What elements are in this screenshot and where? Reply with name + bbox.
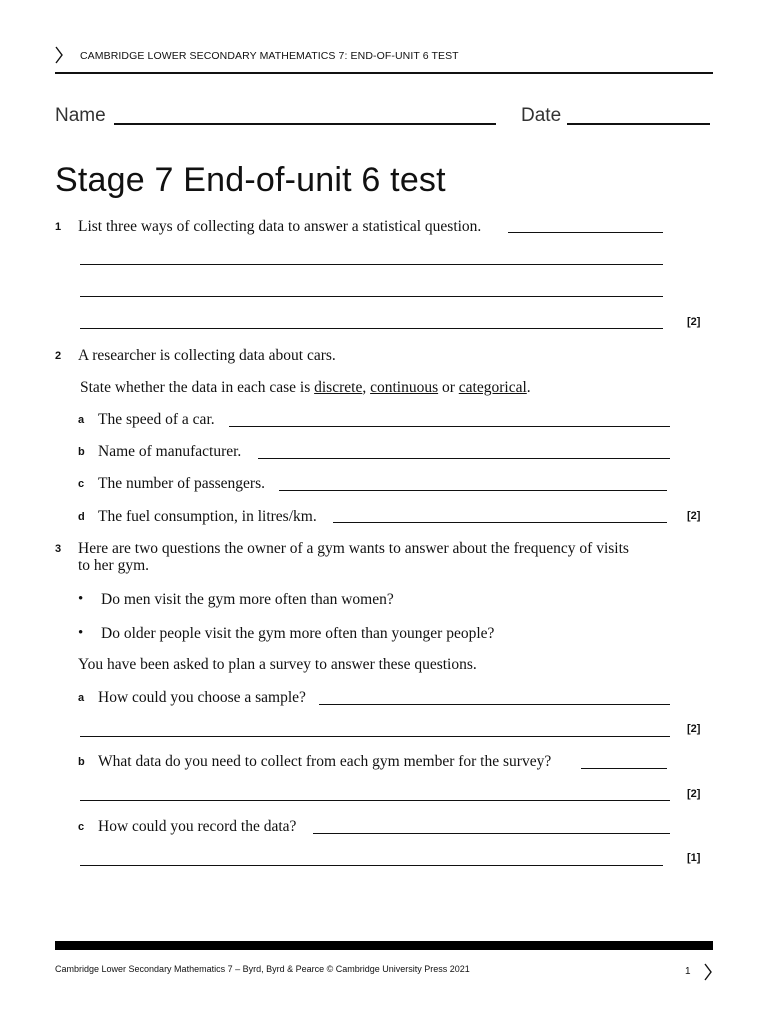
answer-line[interactable] <box>313 833 670 834</box>
page-number: 1 <box>685 966 691 977</box>
answer-line[interactable] <box>581 768 667 769</box>
part-label: a <box>78 414 85 426</box>
question-instruction: You have been asked to plan a survey to answer these questions. <box>78 656 477 673</box>
answer-line[interactable] <box>80 800 670 801</box>
answer-line[interactable] <box>80 328 663 329</box>
instruction-prefix: State whether the data in each case is <box>80 379 311 396</box>
part-label: c <box>78 821 85 833</box>
question-number: 3 <box>55 543 62 555</box>
part-label: b <box>78 756 85 768</box>
bullet: • <box>78 591 84 607</box>
question-number: 2 <box>55 350 62 362</box>
footer-credit: Cambridge Lower Secondary Mathematics 7 – Byrd, Byrd & Pearce © Cambridge University Press 2021 <box>55 964 470 974</box>
answer-line[interactable] <box>80 736 670 737</box>
date-label: Date <box>521 105 562 126</box>
bullet: • <box>78 625 84 641</box>
question-text: Here are two questions the owner of a gym wants to answer about the frequency of visits <box>78 540 629 557</box>
separator: , <box>362 379 367 396</box>
part-text: How could you record the data? <box>98 818 297 835</box>
answer-line[interactable] <box>279 490 667 491</box>
question-text: List three ways of collecting data to answer a statistical question. <box>78 218 482 235</box>
question-instruction <box>80 379 531 397</box>
part-label: c <box>78 478 85 490</box>
chevron-right-icon <box>54 46 64 68</box>
page-title: Stage 7 End-of-unit 6 test <box>55 161 446 199</box>
question-text: A researcher is collecting data about cars. <box>78 347 336 364</box>
question-text: to her gym. <box>78 557 150 574</box>
part-text: The speed of a car. <box>98 411 215 428</box>
header-rule <box>55 72 713 74</box>
part-text: How could you choose a sample? <box>98 689 306 706</box>
question-number: 1 <box>55 221 62 233</box>
answer-line[interactable] <box>319 704 670 705</box>
bullet-text: Do older people visit the gym more often than younger people? <box>101 625 495 642</box>
separator: or <box>441 379 455 396</box>
part-text: The fuel consumption, in litres/km. <box>98 508 317 525</box>
footer-bar <box>55 941 713 950</box>
marks-label: [1] <box>687 852 701 864</box>
part-text: The number of passengers. <box>98 475 266 492</box>
option-discrete: discrete <box>314 379 363 396</box>
name-label: Name <box>55 105 106 126</box>
name-field[interactable] <box>114 123 496 125</box>
marks-label: [2] <box>687 316 701 328</box>
answer-line[interactable] <box>333 522 667 523</box>
part-label: a <box>78 692 85 704</box>
separator: . <box>526 379 531 396</box>
marks-label: [2] <box>687 510 701 522</box>
answer-line[interactable] <box>508 232 663 233</box>
bullet-text: Do men visit the gym more often than women? <box>101 591 394 608</box>
option-categorical: categorical <box>458 379 527 396</box>
part-text: Name of manufacturer. <box>98 443 242 460</box>
part-label: b <box>78 446 85 458</box>
answer-line[interactable] <box>80 296 663 297</box>
date-field[interactable] <box>567 123 710 125</box>
marks-label: [2] <box>687 723 701 735</box>
answer-line[interactable] <box>258 458 670 459</box>
answer-line[interactable] <box>229 426 670 427</box>
part-text: What data do you need to collect from each gym member for the survey? <box>98 753 552 770</box>
marks-label: [2] <box>687 788 701 800</box>
answer-line[interactable] <box>80 865 663 866</box>
answer-line[interactable] <box>80 264 663 265</box>
option-continuous: continuous <box>370 379 439 396</box>
part-label: d <box>78 511 85 523</box>
chevron-right-icon <box>703 963 713 986</box>
running-header: CAMBRIDGE LOWER SECONDARY MATHEMATICS 7: END-OF-UNIT 6 TEST <box>80 50 459 62</box>
